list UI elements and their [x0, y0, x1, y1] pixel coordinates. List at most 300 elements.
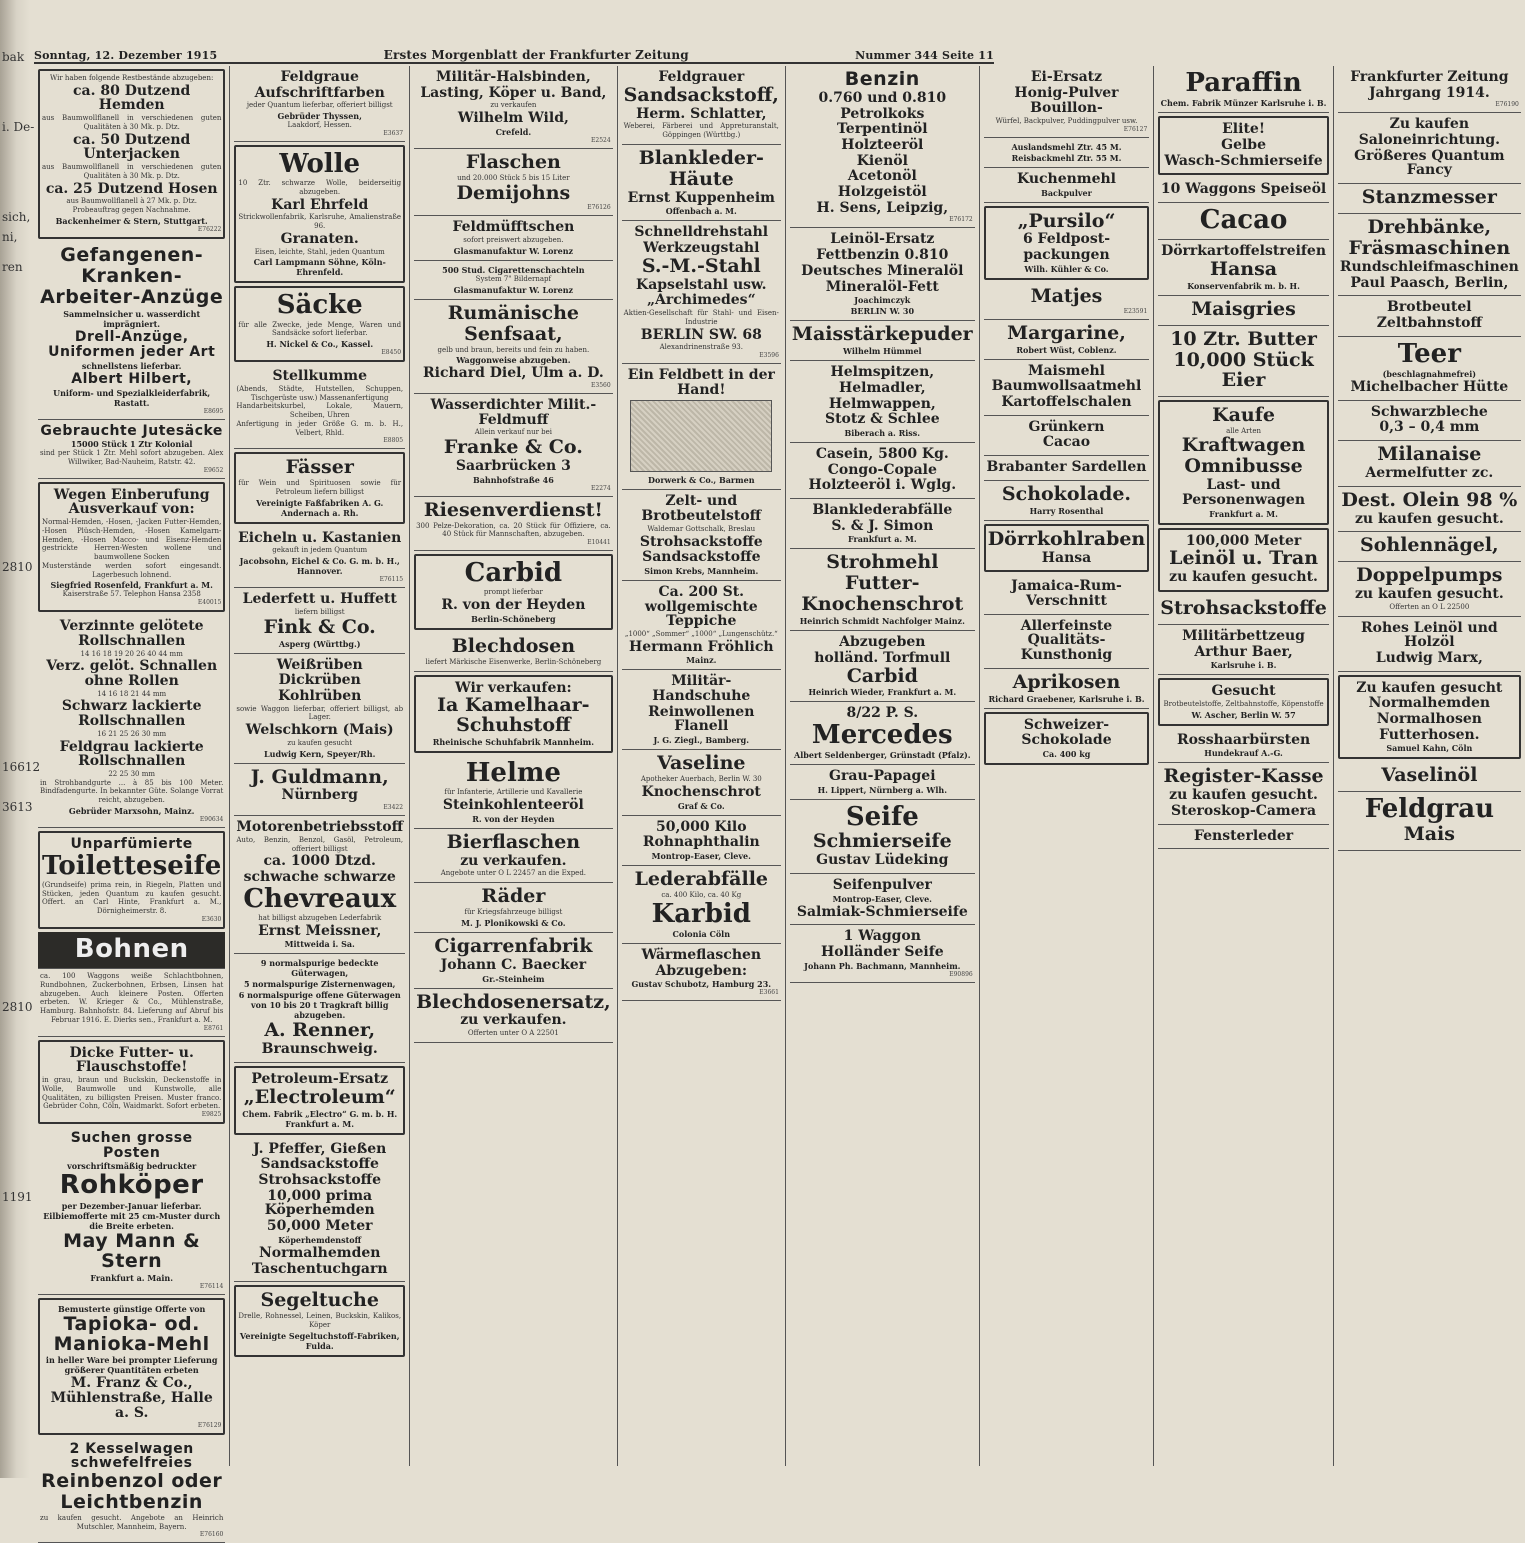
- column-6: [980, 66, 1155, 1466]
- ad-headline: Reinbenzol oder: [41, 1469, 223, 1492]
- classified-ad: [622, 66, 781, 145]
- ad-firm-name: Heinrich Wieder, Frankfurt a. M.: [808, 687, 957, 698]
- classified-ad: [234, 1138, 405, 1283]
- ad-headline: Unparfümierte: [70, 835, 193, 852]
- ad-headline: Weißrüben: [276, 656, 363, 673]
- ad-headline: „Pursilo“: [1017, 209, 1116, 232]
- edge-text: sich,: [2, 210, 31, 224]
- classified-ad: [1158, 825, 1329, 850]
- ad-headline: BERLIN SW. 68: [640, 326, 762, 343]
- ad-firm-name: Bahnhofstraße 46: [472, 474, 554, 485]
- ad-firm-name: Backenheimer & Stern, Stuttgart.: [55, 215, 208, 226]
- ad-firm-name: Mittweida i. Sa.: [284, 939, 355, 950]
- ad-headline: Mineralöl-Fett: [825, 278, 939, 295]
- classified-ad: [1158, 240, 1329, 296]
- ad-headline: Schokolade: [1021, 732, 1112, 749]
- ad-headline: Drehbänke,: [1367, 216, 1492, 239]
- classified-ad: [984, 206, 1150, 280]
- ad-headline: Chevreaux: [243, 883, 397, 914]
- ad-firm-name: J. G. Ziegl., Bamberg.: [653, 735, 750, 746]
- ad-headline: Saarbrücken 3: [455, 458, 571, 474]
- ad-headline: Brotbeutel: [1387, 299, 1472, 316]
- ad-code: E76129: [197, 1421, 222, 1429]
- classified-ad: [414, 300, 613, 394]
- ad-headline: Militärbettzeug: [1182, 627, 1305, 644]
- ad-headline: Zu kaufen: [1389, 116, 1470, 133]
- classified-ad: [622, 145, 781, 222]
- ad-firm-name: per Dezember-Januar lieferbar. Eilbiemofferte mit 25 cm-Muster durch die Breite erbeten.: [43, 1200, 221, 1231]
- classified-ad: [790, 874, 975, 925]
- ad-firm-name: Rheinische Schuhfabrik Mannheim.: [432, 737, 595, 748]
- classified-ad: [1338, 113, 1521, 184]
- ad-headline: Ia Kamelhaar-Schuhstoff: [437, 694, 590, 737]
- ad-headline: Seife: [845, 802, 919, 833]
- classified-ad: [234, 816, 405, 954]
- ad-headline: Sandsackstoffe: [642, 549, 761, 566]
- ad-firm-name: Köperhemdenstoff: [278, 1234, 362, 1245]
- ad-headline: packungen: [1023, 247, 1110, 264]
- ad-headline: Leinöl-Ersatz: [830, 231, 935, 248]
- classified-ad: [1158, 66, 1329, 113]
- ad-headline: Knochenschrot: [801, 593, 964, 616]
- ad-headline: Baumwollsaatmehl: [991, 378, 1142, 395]
- ad-headline: Lederfett u. Huffett: [242, 591, 397, 608]
- ad-headline: May Mann & Stern: [63, 1229, 201, 1272]
- ad-headline: Senfsaat,: [464, 322, 563, 345]
- ad-firm-name: Reisbackmehl Ztr. 55 M.: [1011, 152, 1122, 163]
- classified-ad: [234, 527, 405, 588]
- ad-headline: Abzugeben: [839, 634, 926, 651]
- classified-ad: [234, 66, 405, 142]
- classified-ad: [1158, 678, 1329, 725]
- classified-ad: [414, 261, 613, 300]
- ad-headline: Leichtbenzin: [60, 1490, 203, 1513]
- ad-firm-name: 15000 Stück 1 Ztr Kolonial: [70, 439, 193, 450]
- classified-ad: [790, 765, 975, 800]
- ad-firm-name: Simon Krebs, Mannheim.: [644, 565, 759, 576]
- ad-body-text: zu kaufen gesucht. Angebote an Heinrich Mutschler, Mannheim, Bayern.: [40, 1513, 224, 1531]
- ad-firm-name: Harry Rosenthal: [1029, 505, 1104, 516]
- ad-firm-name: Glasmanufaktur W. Lorenz: [453, 284, 574, 295]
- ad-headline: Helme: [465, 758, 561, 789]
- classified-ad: [1158, 296, 1329, 326]
- ad-headline: Aprikosen: [1012, 670, 1121, 693]
- ad-headline: Doppelpumps: [1356, 564, 1503, 587]
- classified-ad: [790, 631, 975, 702]
- ad-firm-name: Chem. Fabrik Münzer Karlsruhe i. B.: [1160, 98, 1327, 109]
- ad-body-text: jeder Quantum lieferbar, offeriert billigst: [246, 101, 393, 110]
- ad-code: E40015: [197, 599, 222, 607]
- ad-headline: Dörrkartoffelstreifen: [1161, 243, 1327, 260]
- ad-headline: Lederabfälle: [634, 867, 768, 890]
- classified-ad: [234, 954, 405, 1063]
- ad-headline: Saloneinrichtung.: [1358, 132, 1500, 149]
- ad-headline: 1 Waggon: [843, 928, 921, 945]
- ad-headline: Ei-Ersatz: [1030, 69, 1103, 85]
- ad-headline: Holzgeistöl: [837, 184, 927, 201]
- classified-ad: [414, 66, 613, 149]
- ad-body-text: Waldemar Gottschalk, Breslau: [647, 524, 756, 533]
- ad-body-text: aus Baumwollflanell à 27 Mk. p. Dtz.: [66, 197, 197, 206]
- ad-headline: Arthur Baer,: [1194, 643, 1293, 660]
- ad-headline: zu kaufen gesucht.: [1169, 787, 1318, 804]
- ad-headline: „Archimedes“: [646, 292, 756, 309]
- ad-headline: Terpentinöl: [837, 121, 928, 138]
- ad-firm-name: Wilhelm Hümmel: [843, 346, 922, 357]
- classified-ad: [622, 866, 781, 944]
- ad-headline: Fässer: [285, 456, 354, 479]
- ad-body-text: (Grundseife) prima rein, in Riegeln, Platten und Stücken, jeden Quantum zu kaufen gesucht. Offert. an Carl Hinte, Frankfurt a. M., Dörnigheimerstr. 8.: [42, 880, 222, 916]
- ad-firm-name: 5 normalspurige Zisternenwagen,: [243, 979, 396, 990]
- classified-ad: [1338, 296, 1521, 336]
- ad-headline: Gustav Lüdeking: [816, 852, 949, 869]
- ad-firm-name: Offenbach a. M.: [665, 206, 737, 217]
- ad-firm-name: Waggonweise abzugeben.: [456, 355, 571, 366]
- ad-headline: Maisstärkepuder: [791, 323, 973, 346]
- classified-ad: [234, 764, 405, 817]
- edge-text: 3613: [2, 800, 33, 814]
- ad-firm-name: R. von der Heyden: [472, 813, 555, 824]
- ad-headline: Verzinnte gelötete Rollschnallen: [59, 618, 204, 649]
- ad-headline: Schwarz lackierte Rollschnallen: [61, 698, 202, 730]
- ad-headline: Vaseline: [657, 752, 746, 775]
- classified-ad: [1338, 214, 1521, 296]
- classified-ad: [1338, 401, 1521, 441]
- ad-body-text: sind per Stück 1 Ztr. Mehl sofort abzugeben. Alex Willwiker, Bad-Nauheim, Ratstr. 42.: [40, 449, 224, 466]
- ad-firm-name: Frankfurt a. M.: [1209, 508, 1278, 519]
- page-header: [34, 40, 994, 64]
- classified-ad: [622, 816, 781, 866]
- classified-ad: [1158, 400, 1329, 525]
- ad-code: E23591: [1123, 307, 1148, 315]
- classified-ad: [414, 675, 613, 754]
- classified-ad: [1338, 762, 1521, 792]
- classified-ad: [1338, 337, 1521, 401]
- ad-body-text: Probeauftrag gegen Nachnahme.: [72, 205, 191, 214]
- ad-body-text: und 20.000 Stück 5 bis 15 Liter: [457, 173, 570, 182]
- ad-body-text: alle Arten: [1226, 426, 1261, 435]
- ad-body-text: Aktien-Gesellschaft für Stahl- und Eisen-Industrie: [623, 309, 779, 326]
- classified-ad: [38, 969, 225, 1037]
- ad-headline: Johann C. Baecker: [440, 956, 587, 973]
- ad-firm-name: Samuel Kahn, Cöln: [1386, 743, 1473, 754]
- ad-headline: Kranken-: [81, 264, 183, 287]
- classified-ad: [38, 69, 225, 239]
- classified-ad: [790, 443, 975, 499]
- ad-headline: Jahrgang 1914.: [1368, 84, 1490, 101]
- ad-code: E76160: [199, 1531, 224, 1539]
- ad-headline: 8/22 P. S.: [846, 705, 919, 722]
- ad-firm-name: Wilh. Kühler & Co.: [1024, 263, 1109, 274]
- ad-firm-name: Sammelnsicher u. wasserdicht imprägniert.: [63, 308, 201, 329]
- ad-headline: 10 Ztr. Butter: [1170, 327, 1317, 350]
- ad-firm-name: Uniform- und Spezialkleiderfabrik, Rastatt.: [53, 387, 211, 408]
- column-5: [786, 66, 980, 1466]
- ad-headline: 0,3 – 0,4 mm: [1379, 419, 1480, 436]
- ad-body-text: Handarbeitskurbel, Lokale, Mauern, Scheiben, Uhren: [236, 402, 404, 420]
- ad-headline: Riesenverdienst!: [423, 498, 603, 521]
- ad-body-text: gekauft in jedem Quantum: [272, 546, 368, 555]
- ad-headline: Wärmeflaschen: [641, 946, 762, 963]
- classified-ad: [234, 452, 405, 523]
- ad-code: E90634: [199, 815, 224, 823]
- ad-headline: Schweizer-: [1023, 716, 1110, 733]
- classified-ad: [38, 1127, 225, 1295]
- ad-firm-name: vorschriftsmäßig bedruckter: [67, 1161, 197, 1172]
- classified-ad: [984, 360, 1150, 416]
- classified-ad: [1338, 532, 1521, 562]
- ad-headline: Margarine,: [1007, 321, 1126, 344]
- ad-headline: Franke & Co.: [443, 436, 583, 459]
- ad-headline: Rohköper: [59, 1170, 204, 1201]
- column-7: [1154, 66, 1334, 1466]
- ad-headline: 10,000 prima Köperhemden: [264, 1187, 375, 1219]
- ad-body-text: 14 16 18 21 44 mm: [97, 689, 167, 698]
- ad-headline: Feldgrauer: [658, 69, 745, 85]
- ad-headline: zu verkaufen.: [460, 852, 567, 869]
- ad-firm-name: 9 normalspurige bedeckte Güterwagen,: [260, 958, 379, 979]
- classified-ad: [790, 800, 975, 874]
- edge-text: i. De-: [2, 120, 35, 134]
- ad-headline: Brabanter Sardellen: [986, 459, 1147, 476]
- ad-headline: Fräsmaschinen: [1348, 237, 1511, 259]
- ad-headline: Hansa: [1210, 258, 1278, 281]
- ad-headline: Schwarzbleche: [1370, 403, 1488, 420]
- ad-headline: Carbid: [846, 664, 918, 687]
- ad-headline: Futter-: [845, 572, 920, 595]
- ad-headline: Fettbenzin 0.810: [816, 247, 949, 264]
- classified-ad: [1158, 729, 1329, 764]
- ad-code: E9652: [203, 466, 224, 474]
- ad-firm-name: Biberach a. Riss.: [844, 427, 921, 438]
- ad-body-text: Anfertigung in jeder Größe G. m. b. H., Velbert, Rhld.: [236, 419, 404, 437]
- ad-headline: Suchen grosse Posten: [70, 1130, 193, 1161]
- ad-headline: Dickrüben: [278, 672, 361, 689]
- ad-body-text: Angebote unter O L 22457 an die Exped.: [440, 869, 587, 878]
- ad-code: E76172: [949, 216, 973, 224]
- classified-ad: [1158, 203, 1329, 240]
- ad-headline: Feldgraue: [280, 69, 359, 85]
- ad-headline: J. Guldmann,: [250, 765, 389, 788]
- ad-headline: Größeres Quantum Fancy: [1354, 147, 1505, 179]
- ad-headline: ca. 25 Dutzend Hosen: [45, 180, 218, 197]
- ad-headline: ca. 80 Dutzend Hemden: [73, 82, 191, 114]
- ad-headline: Segeltuche: [260, 1289, 379, 1312]
- ad-body-text: Strickwollenfabrik, Karlsruhe, Amalienstraße 96.: [238, 213, 402, 231]
- ad-firm-name: Jacobsohn, Eichel & Co. G. m. b. H., Hannover.: [239, 556, 400, 577]
- ad-headline: Reinwollenen Flanell: [648, 703, 755, 735]
- ad-headline: Normalhemden: [258, 1244, 381, 1261]
- ad-body-text: Allein verkauf nur bei: [474, 428, 553, 437]
- edge-text: 1191: [2, 1190, 33, 1204]
- ad-headline: Paraffin: [1185, 68, 1302, 98]
- ad-headline: H. Sens, Leipzig,: [816, 199, 949, 216]
- ad-body-text: prompt lieferbar: [483, 588, 543, 597]
- ad-headline: Sandsackstoff,: [623, 83, 779, 106]
- classified-ad: [234, 365, 405, 449]
- ad-headline: Kaufe: [1212, 403, 1275, 426]
- column-1: [34, 66, 230, 1539]
- scan-edge-strip: [0, 0, 41, 1478]
- ad-body-text: zu verkaufen: [490, 101, 537, 110]
- ad-headline: Räder: [481, 885, 546, 908]
- ad-firm-name: Gustav Schubotz, Hamburg 23.: [631, 979, 772, 990]
- ad-headline: Steinkohlenteeröl: [442, 797, 584, 814]
- ad-headline: Teer: [1397, 338, 1461, 369]
- ad-headline: Abzugeben:: [655, 962, 748, 979]
- ad-firm-name: Richard Graebener, Karlsruhe i. B.: [988, 693, 1145, 704]
- ad-headline: Cacao: [1042, 434, 1091, 451]
- ad-code: E10441: [587, 539, 611, 547]
- classified-ad: [984, 320, 1150, 360]
- ad-body-text: aus Baumwollflanell in verschiedenen guten Qualitäten à 30 Mk. p. Dtz.: [42, 163, 222, 180]
- ad-headline: Feldmüfftschen: [452, 219, 575, 236]
- ad-headline: zu verkaufen.: [460, 1012, 567, 1029]
- classified-ad: [414, 933, 613, 989]
- classified-ad: [984, 66, 1150, 138]
- ad-code: E3630: [201, 915, 222, 923]
- classified-ad: [38, 482, 225, 612]
- ad-body-text: Wir haben folgende Restbestände abzugeben:: [50, 74, 214, 82]
- ad-body-text: ca. 400 Kilo, ca. 40 Kg: [661, 890, 742, 899]
- edge-text: 2810: [2, 1000, 33, 1014]
- classified-ad: [984, 481, 1150, 521]
- ad-code: E8761: [203, 1024, 224, 1032]
- ad-headline: 50,000 Meter: [266, 1218, 373, 1235]
- classified-ad: [1338, 441, 1521, 487]
- classified-ad: [414, 216, 613, 260]
- ad-body-text: für alle Zwecke, jede Menge, Waren und Sandsäcke sofort lieferbar.: [238, 320, 402, 338]
- classified-ad: [1158, 595, 1329, 625]
- ad-headline: Blanklederabfälle: [812, 501, 953, 518]
- classified-ad: [234, 145, 405, 283]
- ad-headline: Bohnen: [74, 933, 189, 964]
- ad-code: E8695: [203, 407, 224, 415]
- ad-headline: Ein Feldbett in der Hand!: [627, 367, 775, 398]
- ad-headline: Toiletteseife: [42, 850, 222, 881]
- ad-firm-name: H. Lippert, Nürnberg a. Wlh.: [817, 785, 947, 796]
- classified-ad: [414, 394, 613, 497]
- classified-ad: [622, 944, 781, 1001]
- ad-firm-name: Carl Lampmann Söhne, Köln-Ehrenfeld.: [253, 257, 386, 278]
- ad-headline: S.-M.-Stahl: [641, 254, 761, 277]
- classified-ad: [622, 364, 781, 490]
- ad-headline: Militär-Handschuhe: [652, 673, 751, 705]
- ad-code: E2524: [591, 136, 611, 144]
- ad-body-text: sofort preiswert abzugeben.: [463, 236, 564, 245]
- ad-headline: Richard Diel, Ulm a. D.: [423, 365, 604, 382]
- classified-ad: [984, 615, 1150, 669]
- ad-headline: Schmierseife: [812, 830, 952, 853]
- ad-headline: Demijohns: [456, 181, 571, 204]
- ad-body-text: für Wein und Spirituosen sowie für Petroleum liefern billigst: [238, 479, 402, 496]
- ad-body-text: Laakdorf, Hessen.: [287, 121, 352, 130]
- classified-ad: [414, 829, 613, 883]
- ad-headline: Allerfeinste Qualitäts-Kunsthonig: [1020, 617, 1113, 664]
- classified-ad: [38, 831, 225, 929]
- classified-ad: [234, 588, 405, 653]
- ad-code: E90896: [949, 970, 973, 978]
- ad-body-text: sowie Waggon lieferbar, offeriert billigst, ab Lager.: [236, 704, 404, 722]
- ad-headline: Fink & Co.: [263, 615, 376, 638]
- ad-firm-name: Heinrich Schmidt Nachfolger Mainz.: [799, 616, 965, 627]
- ad-headline: Rumänische: [447, 301, 579, 324]
- ad-headline: M. Franz & Co., Mühlenstraße, Halle a. S.: [50, 1375, 213, 1421]
- ad-headline: „Electroleum“: [243, 1085, 396, 1108]
- classified-ad: [622, 221, 781, 364]
- ad-headline: Steroskop-Camera: [1171, 803, 1317, 820]
- ad-headline: Dest. Olein 98 %: [1341, 488, 1518, 511]
- ad-headline: Deutsches Mineralöl: [801, 262, 964, 279]
- ad-headline: Last- und Personenwagen: [1182, 477, 1306, 508]
- classified-ad: [790, 499, 975, 549]
- classified-ad: [38, 615, 225, 828]
- classified-ad: [1158, 528, 1329, 592]
- classified-ad: [984, 416, 1150, 456]
- ad-headline: Taschentuchgarn: [251, 1260, 388, 1277]
- ad-headline: Omnibusse: [1184, 455, 1303, 478]
- ad-firm-name: Berlin-Schöneberg: [471, 613, 556, 624]
- ad-firm-name: H. Nickel & Co., Kassel.: [266, 339, 374, 350]
- ad-headline: Sohlennägel,: [1360, 534, 1499, 557]
- ad-headline: Rohnaphthalin: [642, 834, 760, 851]
- ad-firm-name: Montrop-Easer, Cleve.: [651, 850, 751, 861]
- ad-headline: Michelbacher Hütte: [1350, 378, 1509, 395]
- ad-headline: Zelt- und Brotbeutelstoff: [641, 493, 762, 525]
- classified-ad: [984, 669, 1150, 709]
- ad-body-text: liefert Märkische Eisenwerke, Berlin-Schöneberg: [425, 657, 602, 666]
- column-3: [410, 66, 618, 1466]
- ad-headline: zu kaufen gesucht.: [1354, 586, 1504, 603]
- classified-ad: [984, 712, 1150, 765]
- ad-headline: Helmwappen,: [828, 395, 936, 412]
- ad-headline: Drell-Anzüge,: [74, 328, 189, 345]
- ad-headline: Strohsackstoffe: [258, 1172, 382, 1189]
- ad-body-text: gelb und braun, bereits und fein zu haben.: [437, 345, 590, 354]
- ad-firm-name: Robert Wüst, Coblenz.: [1016, 344, 1117, 355]
- ad-headline: Tapioka- od. Manioka-Mehl: [53, 1312, 210, 1355]
- ad-firm-name: Montrop-Easer, Cleve.: [832, 893, 932, 904]
- ad-headline: Ca. 200 St. wollgemischte Teppiche: [644, 583, 758, 630]
- ad-headline: 10,000 Stück Eier: [1173, 348, 1314, 391]
- ad-headline: Matjes: [1030, 284, 1103, 307]
- ad-firm-name: schnellstens lieferbar.: [81, 360, 182, 371]
- ad-body-text: aus Baumwollflanell in verschiedenen guten Qualitäten à 30 Mk. p. Dtz.: [42, 114, 222, 131]
- ad-headline: Holzteeröl i. Wglg.: [808, 477, 957, 494]
- edge-text: 2810: [2, 560, 33, 574]
- ad-code: E3560: [591, 381, 611, 389]
- classified-ad: [414, 149, 613, 217]
- ad-body-text: ca. 100 Waggons weiße Schlachtbohnen, Rundbohnen, Zuckerbohnen, Erbsen, Linsen hat abzugeben. Auch kleinere Posten. Offerten erbeten. W. Krieger & Co., Mühlenstraße, Hamburg. Bahnhofstr. 84. Lieferung auf Abruf bis Februar 1916. E. Dierks sen., Frankfurt a. M.: [40, 972, 224, 1024]
- ad-firm-name: Frankfurt a. M.: [847, 534, 917, 545]
- ad-firm-name: Backpulver: [1041, 187, 1092, 198]
- classified-ad: [1158, 763, 1329, 824]
- ad-headline: Stellkumme: [272, 368, 367, 385]
- ad-body-text: in Strohbandgurte ... à 85 bis 100 Meter. Bindfadengurte. In bekannter Güte. Solange Vorrat reicht, abzugeben.: [40, 778, 224, 805]
- ad-body-text: Drelle, Rohnessel, Leinen, Buckskin, Kalikos, Köper: [238, 1312, 402, 1329]
- ad-body-text: Musterstände werden sofort eingesandt. Lagerbesuch lohnend.: [42, 561, 222, 579]
- ad-code: E3661: [759, 989, 779, 997]
- ad-firm-name: Joachimczyk: [854, 295, 911, 306]
- classified-ad: [1158, 116, 1329, 175]
- ad-firm-name: (beschlagnahmefrei): [1382, 368, 1477, 379]
- ad-headline: Stotz & Schlee: [824, 411, 940, 428]
- header-masthead: Erstes Morgenblatt der Frankfurter Zeitung: [383, 48, 689, 62]
- ad-headline: Kuchenmehl: [1016, 170, 1116, 187]
- ad-firm-name: Gebrüder Marxsohn, Mainz.: [68, 805, 195, 816]
- ad-firm-name: BERLIN W. 30: [850, 306, 915, 317]
- classified-ad: [38, 1298, 225, 1435]
